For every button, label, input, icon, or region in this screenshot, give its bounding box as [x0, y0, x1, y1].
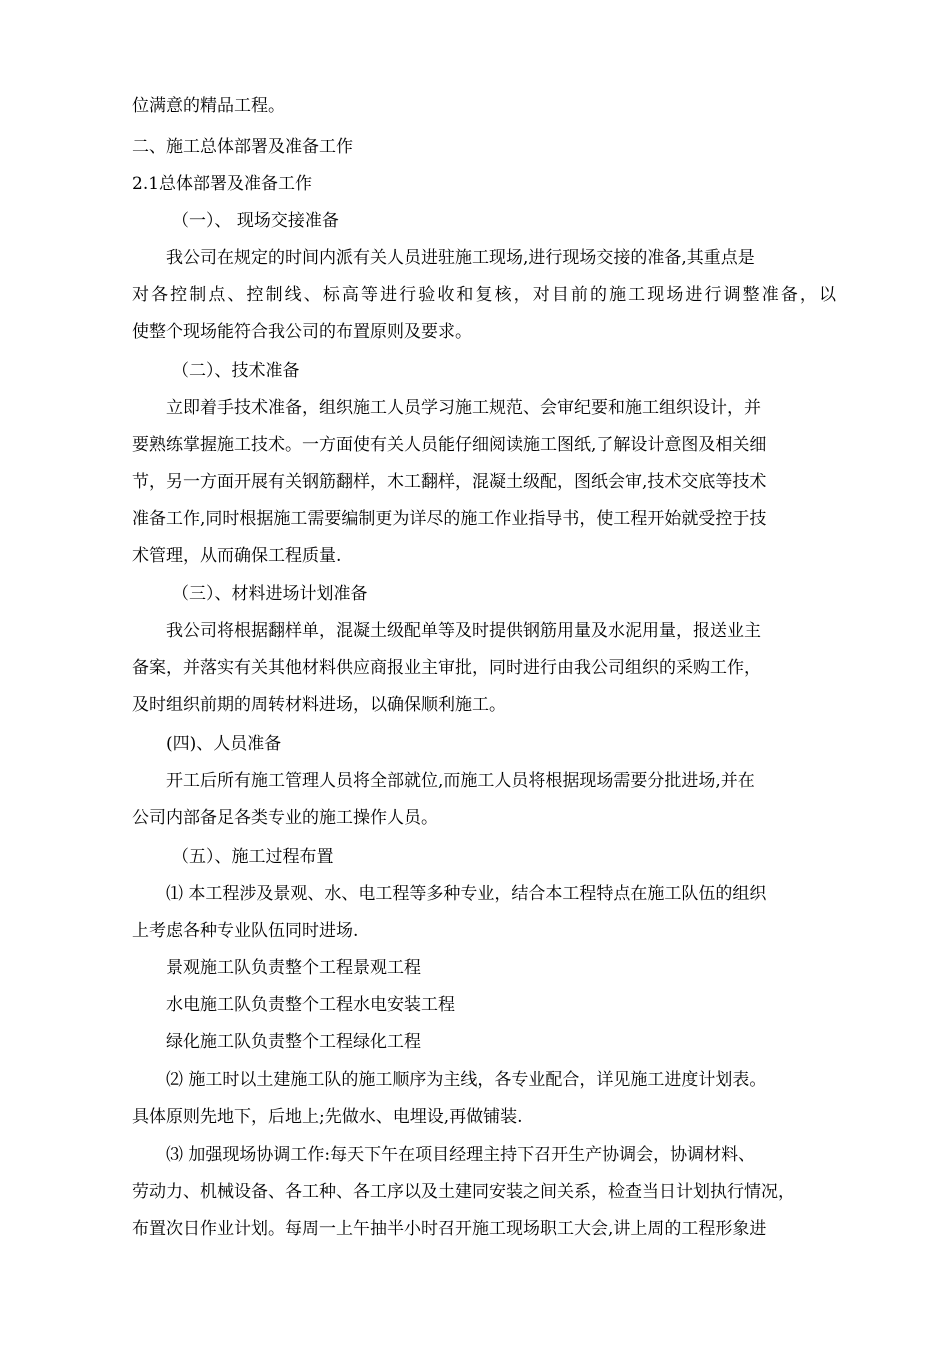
paragraph-line: 要熟练掌握施工技术。一方面使有关人员能仔细阅读施工图纸,了解设计意图及相关细	[132, 435, 767, 455]
paragraph-line: 使整个现场能符合我公司的布置原则及要求。	[132, 322, 472, 342]
paragraph-line: ⑴ 本工程涉及景观、水、电工程等多种专业，结合本工程特点在施工队伍的组织	[166, 884, 767, 904]
paragraph-line: 布置次日作业计划。每周一上午抽半小时召开施工现场职工大会,讲上周的工程形象进	[132, 1219, 767, 1239]
paragraph-line: 术管理，从而确保工程质量.	[132, 546, 342, 566]
paragraph-line: ⑵ 施工时以土建施工队的施工顺序为主线，各专业配合，详见施工进度计划表。	[166, 1070, 767, 1090]
paragraph-line: 具体原则先地下，后地上;先做水、电埋设,再做铺装.	[132, 1107, 523, 1127]
paragraph-line: 水电施工队负责整个工程水电安装工程	[166, 995, 455, 1015]
section-heading: 二、施工总体部署及准备工作	[132, 137, 353, 157]
paragraph-line: 景观施工队负责整个工程景观工程	[166, 958, 421, 978]
item-heading: （三）、材料进场计划准备	[172, 584, 368, 604]
paragraph-line: 位满意的精品工程。	[132, 96, 285, 116]
paragraph-line: 我公司将根据翻样单，混凝土级配单等及时提供钢筋用量及水泥用量，报送业主	[166, 621, 761, 641]
paragraph-line: 劳动力、机械设备、各工种、各工序以及土建同安装之间关系，检查当日计划执行情况，	[132, 1182, 795, 1202]
paragraph-line: 备案，并落实有关其他材料供应商报业主审批，同时进行由我公司组织的采购工作，	[132, 658, 761, 678]
paragraph-line: 对各控制点、控制线、标高等进行验收和复核，对目前的施工现场进行调整准备，以	[132, 285, 836, 305]
paragraph-line: 绿化施工队负责整个工程绿化工程	[166, 1032, 421, 1052]
paragraph-line: 准备工作,同时根据施工需要编制更为详尽的施工作业指导书，使工程开始就受控于技	[132, 509, 767, 529]
paragraph-line: 开工后所有施工管理人员将全部就位,而施工人员将根据现场需要分批进场,并在	[166, 771, 755, 791]
paragraph-line: ⑶ 加强现场协调工作:每天下午在项目经理主持下召开生产协调会，协调材料、	[166, 1145, 756, 1165]
paragraph-line: 及时组织前期的周转材料进场，以确保顺利施工。	[132, 695, 506, 715]
paragraph-line: 公司内部备足各类专业的施工操作人员。	[132, 808, 438, 828]
paragraph-line: 上考虑各种专业队伍同时进场.	[132, 921, 359, 941]
item-heading: (四)、人员准备	[166, 734, 282, 754]
subsection-heading: 2.1总体部署及准备工作	[132, 174, 313, 194]
paragraph-line: 我公司在规定的时间内派有关人员进驻施工现场,进行现场交接的准备,其重点是	[166, 248, 755, 268]
item-heading: （五）、施工过程布置	[172, 847, 334, 867]
item-heading: （二）、技术准备	[172, 361, 300, 381]
paragraph-line: 节，另一方面开展有关钢筋翻样，木工翻样，混凝土级配，图纸会审,技术交底等技术	[132, 472, 767, 492]
item-heading: （一）、 现场交接准备	[172, 211, 339, 231]
paragraph-line: 立即着手技术准备，组织施工人员学习施工规范、会审纪要和施工组织设计，并	[166, 398, 761, 418]
